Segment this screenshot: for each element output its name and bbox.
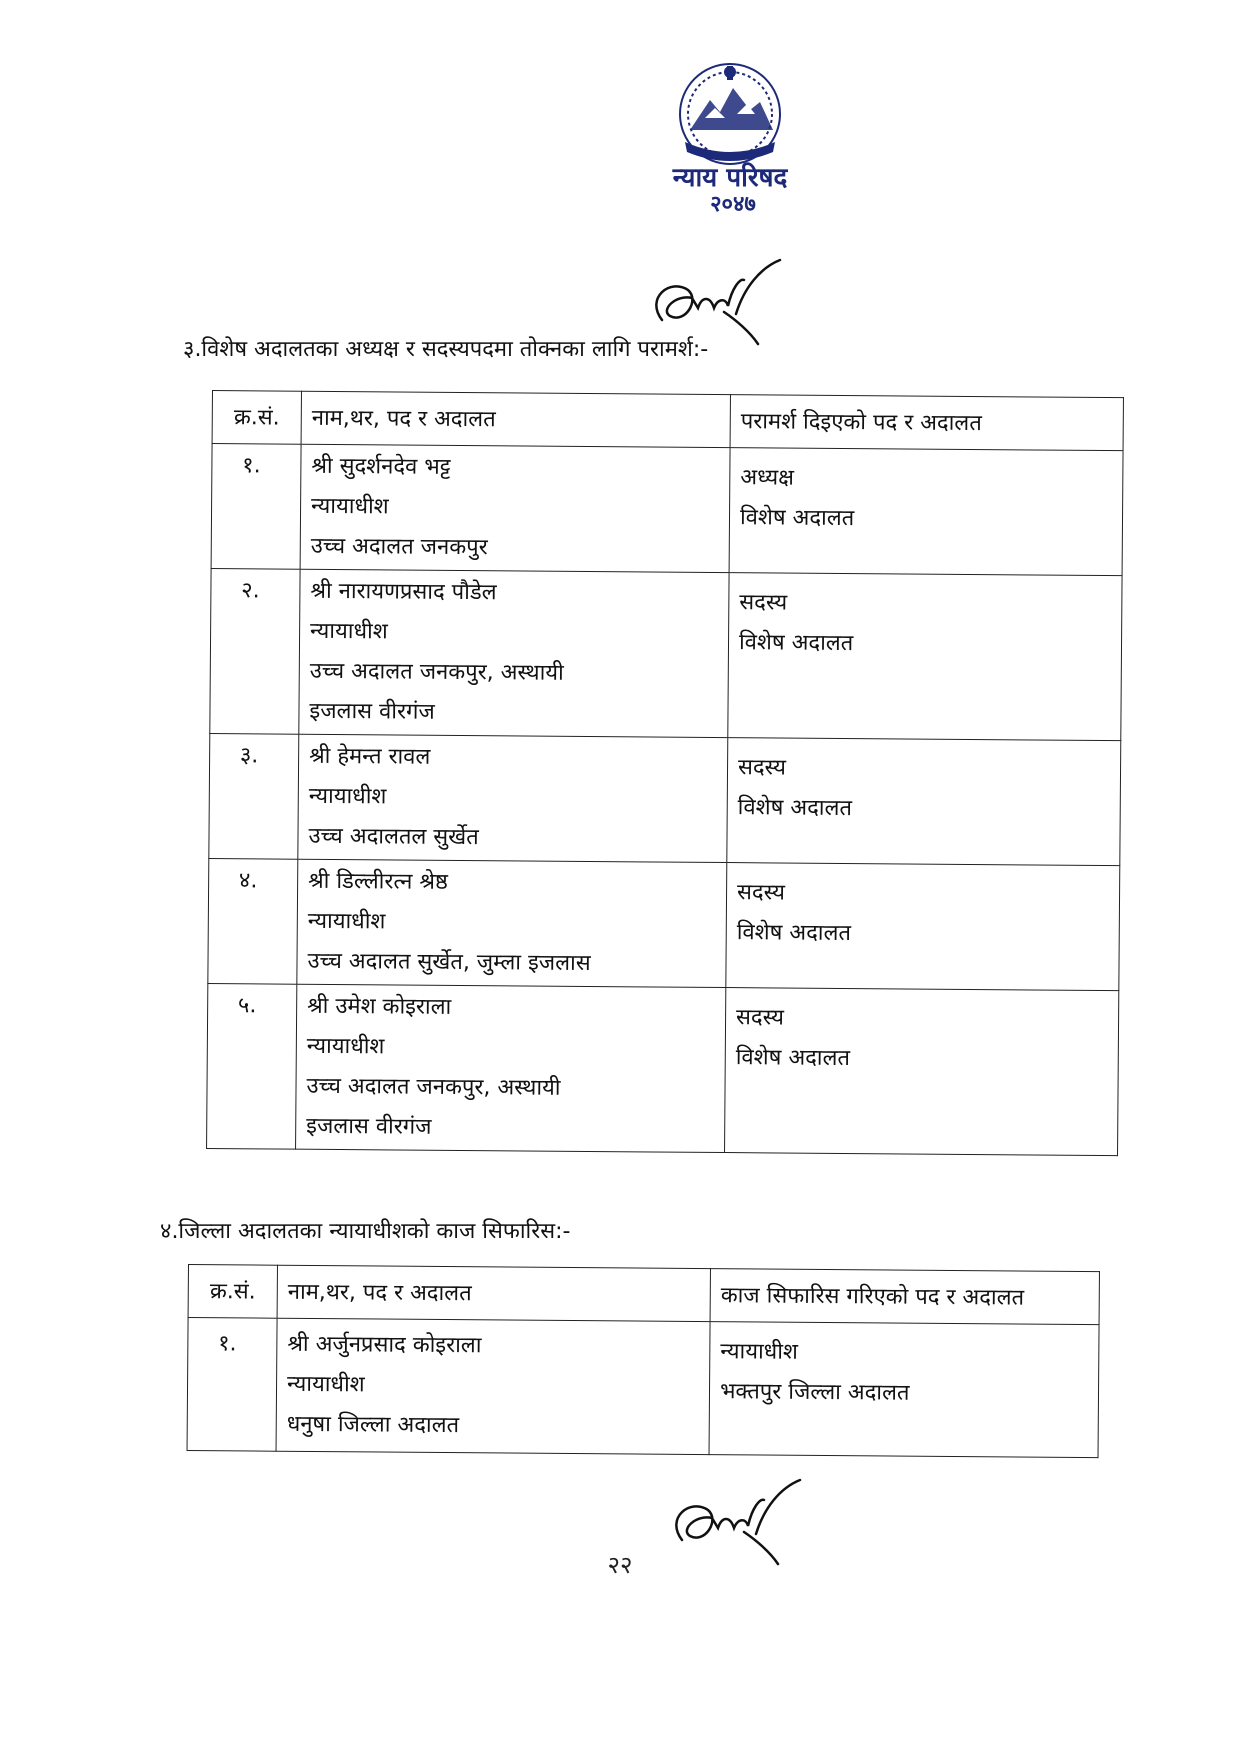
page-number: २२ xyxy=(607,1551,633,1579)
header-advised-post: परामर्श दिइएको पद र अदालत xyxy=(730,395,1123,451)
judge-court: धनुषा जिल्ला अदालत xyxy=(286,1411,460,1439)
table-row xyxy=(207,983,1119,1155)
table-row xyxy=(209,733,1121,865)
judge-post: न्यायाधीश xyxy=(308,783,387,810)
judge-court-bench: इजलास वीरगंज xyxy=(309,698,435,725)
serial-number: ३. xyxy=(239,743,259,769)
judge-name: श्री डिल्लीरत्न श्रेष्ठ xyxy=(308,868,449,895)
judge-court-bench: इजलास वीरगंज xyxy=(306,1113,432,1140)
section-4-heading: ४.जिल्ला अदालतका न्यायाधीशको काज सिफारिस:- xyxy=(160,1219,571,1244)
header-name: नाम,थर, पद र अदालत xyxy=(301,391,730,447)
serial-number: २. xyxy=(241,578,260,604)
table-row xyxy=(210,568,1122,740)
table-header-row xyxy=(188,1265,1099,1325)
advised-post: सदस्य xyxy=(736,880,786,906)
advised-court: विशेष अदालत xyxy=(737,795,853,822)
judge-name: श्री हेमन्त रावल xyxy=(309,743,431,770)
judge-post: न्यायाधीश xyxy=(310,493,389,520)
district-court-table xyxy=(187,1264,1100,1458)
advised-court: विशेष अदालत xyxy=(739,505,855,532)
judge-name: श्री सुदर्शनदेव भट्ट xyxy=(311,453,451,480)
advised-post: सदस्य xyxy=(735,1005,785,1031)
seal-title: न्याय परिषद xyxy=(672,163,788,193)
judge-court: उच्च अदालत जनकपुर xyxy=(310,533,488,561)
judge-name: श्री नारायणप्रसाद पौडेल xyxy=(310,578,497,606)
advised-court: विशेष अदालत xyxy=(736,920,852,947)
header-serial: क्र.सं. xyxy=(188,1265,277,1319)
judge-post: न्यायाधीश xyxy=(307,908,386,935)
signature-bottom xyxy=(660,1478,810,1568)
seal-year: २०४७ xyxy=(710,191,756,217)
table-row xyxy=(211,444,1123,576)
serial-number: १. xyxy=(218,1331,237,1357)
signature-top xyxy=(640,258,790,348)
header-name: नाम,थर, पद र अदालत xyxy=(277,1265,710,1321)
judge-court: उच्च अदालत जनकपुर, अस्थायी xyxy=(309,658,564,686)
header-recommended-post: काज सिफारिस गरिएको पद र अदालत xyxy=(710,1269,1099,1325)
table-row xyxy=(187,1318,1099,1458)
serial-number: १. xyxy=(242,453,261,479)
recommended-post: न्यायाधीश xyxy=(720,1339,799,1365)
judge-post: न्यायाधीश xyxy=(310,618,388,645)
judge-court: उच्च अदालतल सुर्खेत xyxy=(308,823,479,851)
advised-post: सदस्य xyxy=(737,755,787,781)
advised-post: सदस्य xyxy=(739,590,788,616)
section-3-heading: ३.विशेष अदालतका अध्यक्ष र सदस्यपदमा तोक्नका लागि परामर्श:- xyxy=(183,337,709,362)
header-serial: क्र.सं. xyxy=(212,391,301,445)
judge-court: उच्च अदालत सुर्खेत, जुम्ला इजलास xyxy=(307,948,591,976)
advised-court: विशेष अदालत xyxy=(738,630,854,657)
judge-court: उच्च अदालत जनकपुर, अस्थायी xyxy=(306,1073,561,1101)
table-row xyxy=(208,858,1120,990)
judge-name: श्री उमेश कोइराला xyxy=(307,993,452,1020)
advised-post: अध्यक्ष xyxy=(740,465,795,491)
serial-number: ४. xyxy=(238,868,258,894)
advised-court: विशेष अदालत xyxy=(735,1045,851,1072)
serial-number: ५. xyxy=(237,993,257,1019)
judge-name: श्री अर्जुनप्रसाद कोइराला xyxy=(287,1331,482,1359)
recommended-court: भक्तपुर जिल्ला अदालत xyxy=(719,1379,910,1406)
special-court-table xyxy=(206,390,1124,1156)
judge-post: न्यायाधीश xyxy=(286,1371,365,1398)
table-header-row xyxy=(212,391,1123,451)
judge-post: न्यायाधीश xyxy=(306,1033,385,1060)
